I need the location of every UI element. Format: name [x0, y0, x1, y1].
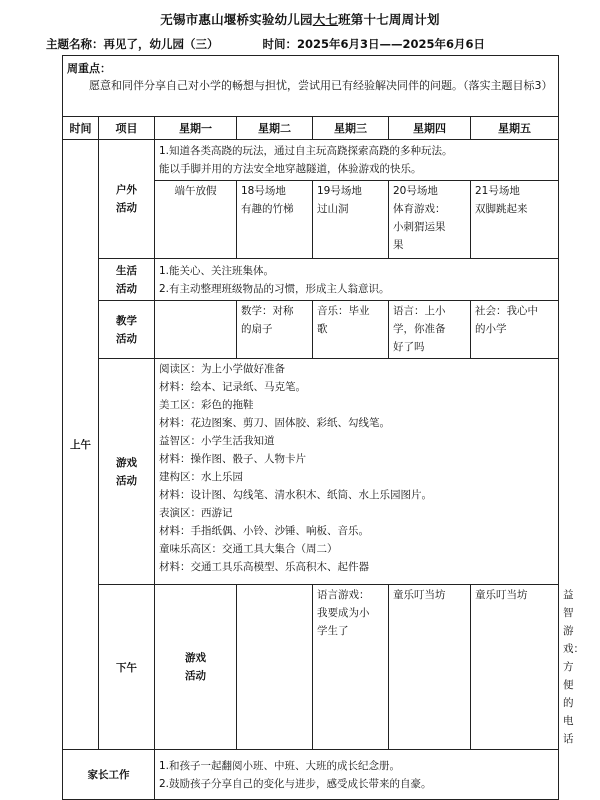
- games-areas: [155, 359, 559, 585]
- column-header-row: [63, 117, 559, 140]
- title-suffix: 班第十七周周计划: [338, 12, 440, 27]
- lego-materials: 材料：交通工具乐高模型、乐高积木、起件器: [159, 561, 369, 573]
- outdoor-thursday: 20号场地 体育游戏： 小刺猬运果 果: [389, 181, 471, 259]
- outdoor-monday: 端午放假: [155, 181, 237, 259]
- outdoor-friday: 21号场地 双脚跳起来: [471, 181, 559, 259]
- weekly-plan-table: 周重点： 愿意和同伴分享自己对小学的畅想与担忧，尝试用已有经验解决同伴的问题。（落实主题目标3） 时间 项目 星期一 星期二 星期三 星期四 星期五 上午 户外 活动 1.知道各类高跷的玩法，通过自主玩高跷探索高跷的多种玩法。 能以手脚并用的方法安全地穿越隧道，体验游戏的快乐。 端午放假 18号场地 有趣的竹梯 19号场地 过山洞 20号场地 体育游戏： 小刺猬运果 果 21号场地 双脚跳起来 生活 活动 1.能关心、关注班集体。 2.有主动整理班级物品的习惯，形成主人翁意识。 教学 活动 数学：对称 的扇子 音乐：毕业 歌 语言：上小 学，你准备 好了吗 社会：我心中 的小学 游戏 活动 阅读区：为上小学做好准备 材料：绘本、记录纸、马克笔。 美工区：彩色的拖鞋 材料：花边图案、剪刀、固体胶、彩纸、勾线笔。 益智区：小学生活我知道 材料：操作图、骰子、人物卡片 建构区：水上乐园 材料：设计图、勾线笔、清水积木、纸筒、水上乐园图片。 表演区：西游记 材料：手指纸偶、小铃、沙锤、响板、音乐。 童味乐高区：交通工具大集合（周二） 材料：交通工具乐高模型、乐高积木、起件器 下午 游戏 活动 语言游戏： 我要成为小 学生了 童乐叮当坊 童乐叮当坊 益智游戏：方 便的电话 家长工作 1.和孩子一起翻阅小班、中班、大班的成长纪念册。 2.鼓励孩子分享自己的变化与进步，感受成长带来的自豪。: [62, 55, 559, 800]
- reading-area: 阅读区：为上小学做好准备: [159, 363, 285, 375]
- teaching-thursday: 语言：上小 学，你准备 好了吗: [389, 301, 471, 359]
- teaching-wednesday: 音乐：毕业 歌: [313, 301, 389, 359]
- reading-materials: 材料：绘本、记录纸、马克笔。: [159, 381, 306, 393]
- life-label: 生活 活动: [99, 259, 155, 301]
- outdoor-goal-1: 1.知道各类高跷的玩法，通过自主玩高跷探索高跷的多种玩法。: [159, 145, 453, 157]
- time-label: 时间：: [262, 37, 297, 51]
- title-prefix: 无锡市惠山堰桥实验幼儿园: [160, 12, 313, 27]
- building-materials: 材料：设计图、勾线笔、清水积木、纸筒、水上乐园图片。: [159, 489, 432, 501]
- title-class-name: 大七: [312, 12, 339, 27]
- life-goal-2: 2.有主动整理班级物品的习惯，形成主人翁意识。: [159, 282, 390, 295]
- afternoon-tuesday: 语言游戏： 我要成为小 学生了: [313, 585, 389, 750]
- time-value: 2025年6月3日——2025年6月6日: [297, 37, 486, 51]
- theme-label: 主题名称：: [46, 37, 104, 51]
- afternoon-label: 下午: [99, 585, 155, 750]
- col-friday: 星期五: [471, 117, 559, 140]
- theme-value: 再见了，幼儿园（三）: [103, 37, 219, 51]
- building-area: 建构区：水上乐园: [159, 471, 243, 483]
- performance-area: 表演区：西游记: [159, 507, 233, 519]
- col-time: 时间: [63, 117, 99, 140]
- morning-label: 上午: [63, 140, 99, 750]
- col-tuesday: 星期二: [237, 117, 313, 140]
- outdoor-tuesday: 18号场地 有趣的竹梯: [237, 181, 313, 259]
- afternoon-thursday: 童乐叮当坊: [471, 585, 559, 750]
- puzzle-materials: 材料：操作图、骰子、人物卡片: [159, 453, 306, 465]
- life-goals: [155, 259, 559, 301]
- parents-tasks: [155, 750, 559, 800]
- outdoor-goals: [155, 140, 559, 181]
- teaching-friday: 社会：我心中 的小学: [471, 301, 559, 359]
- afternoon-games-label: 游戏 活动: [155, 585, 237, 750]
- teaching-tuesday: 数学：对称 的扇子: [237, 301, 313, 359]
- weekly-focus: [63, 56, 559, 117]
- art-area: 美工区：彩色的拖鞋: [159, 399, 254, 411]
- games-label: 游戏 活动: [99, 359, 155, 585]
- lego-area: 童味乐高区：交通工具大集合（周二）: [159, 543, 338, 555]
- afternoon-wednesday: 童乐叮当坊: [389, 585, 471, 750]
- page-title: [0, 10, 600, 28]
- plan-meta: [46, 36, 485, 52]
- parents-task-1: 1.和孩子一起翻阅小班、中班、大班的成长纪念册。: [159, 759, 401, 772]
- outdoor-goal-2: 能以手脚并用的方法安全地穿越隧道，体验游戏的快乐。: [159, 163, 422, 175]
- col-wednesday: 星期三: [313, 117, 389, 140]
- teaching-label: 教学 活动: [99, 301, 155, 359]
- outdoor-wednesday: 19号场地 过山洞: [313, 181, 389, 259]
- life-goal-1: 1.能关心、关注班集体。: [159, 264, 275, 277]
- art-materials: 材料：花边图案、剪刀、固体胶、彩纸、勾线笔。: [159, 417, 390, 429]
- outdoor-label: 户外 活动: [99, 140, 155, 259]
- col-monday: 星期一: [155, 117, 237, 140]
- puzzle-area: 益智区：小学生活我知道: [159, 435, 275, 447]
- focus-label: 周重点：: [67, 62, 111, 75]
- parents-label: 家长工作: [63, 750, 155, 800]
- teaching-monday: [155, 301, 237, 359]
- afternoon-monday: [237, 585, 313, 750]
- performance-materials: 材料：手指纸偶、小铃、沙锤、响板、音乐。: [159, 525, 369, 537]
- col-item: 项目: [99, 117, 155, 140]
- focus-text: 愿意和同伴分享自己对小学的畅想与担忧，尝试用已有经验解决同伴的问题。（落实主题目标3）: [89, 79, 553, 92]
- parents-task-2: 2.鼓励孩子分享自己的变化与进步，感受成长带来的自豪。: [159, 777, 432, 790]
- col-thursday: 星期四: [389, 117, 471, 140]
